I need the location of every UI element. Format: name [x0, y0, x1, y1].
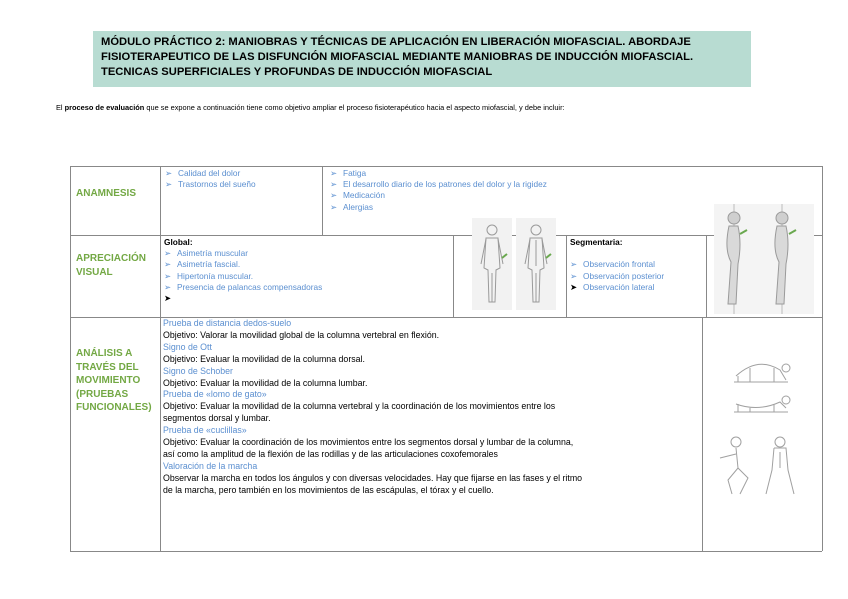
test-name: Prueba de «lomo de gato»: [163, 389, 267, 400]
test-name: Valoración de la marcha: [163, 460, 258, 471]
list-item: ➢ Fatiga: [330, 168, 367, 178]
squat-exercise-figure: [718, 434, 810, 498]
module-title-box: [93, 31, 751, 87]
list-item: ➢ Hipertonía muscular.: [164, 270, 254, 281]
segmentaria-label: Segmentaria:: [570, 237, 623, 247]
intro-rest: que se expone a continuación tiene como objetivo ampliar el proceso fisioterapéutico hacia el aspecto miofascial, y debe incluir:: [144, 103, 565, 112]
list-item: ➢ Observación frontal: [570, 259, 655, 270]
intro-paragraph: [56, 103, 565, 112]
list-item: [164, 293, 322, 304]
body-back-figure: [516, 218, 556, 310]
test-objective: Objetivo: Evaluar la movilidad de la columna vertebral y la coordinación de los movimientos entre los: [163, 401, 556, 412]
test-name: Signo de Schober: [163, 365, 233, 376]
bullet-arrow-icon: ➢: [330, 201, 337, 212]
functional-tests: [163, 318, 683, 497]
visual-divider-a: [453, 235, 454, 317]
list-item: ➢ Observación posterior: [570, 270, 665, 281]
global-label: Global:: [164, 237, 193, 247]
bullet-arrow-icon: ➢: [330, 168, 337, 178]
list-item: ➢ Trastornos del sueño: [165, 179, 256, 190]
intro-bold: proceso de evaluación: [64, 103, 145, 112]
list-item: ➢ Asimetría fascial.: [164, 259, 241, 270]
list-item: ➢ Asimetría muscular: [164, 248, 249, 259]
title-line-2: FISIOTERAPEUTICO DE LAS DISFUNCIÓN MIOFASCIAL MEDIANTE MANIOBRAS DE INDUCCIÓN MIOFASCIAL.: [101, 51, 694, 63]
list-item: ➢ Presencia de palancas compensadoras: [164, 281, 323, 292]
lateral-posture-figures: [714, 204, 814, 314]
bullet-arrow-icon: ➢: [330, 190, 337, 201]
title-line-1: MÓDULO PRÁCTICO 2: MANIOBRAS Y TÉCNICAS DE APLICACIÓN EN LIBERACIÓN MIOFASCIAL. ABORDAJE: [101, 36, 691, 48]
body-front-figure: [472, 218, 512, 310]
row-divider-1: [70, 235, 822, 236]
bullet-arrow-icon: ➤: [164, 293, 171, 304]
bullet-arrow-icon: ➤: [570, 281, 577, 292]
global-list: [164, 237, 322, 304]
test-objective: Objetivo: Evaluar la movilidad de la columna dorsal.: [163, 353, 365, 364]
list-item: ➢ Alergias: [330, 201, 373, 212]
test-name: Prueba de «cuclillas»: [163, 425, 247, 436]
list-item: ➢ Medicación: [330, 190, 385, 201]
heading-column-divider: [160, 166, 161, 551]
table-border-bottom: [70, 551, 822, 552]
list-item: ➤ Observación lateral: [570, 281, 655, 292]
test-objective: así como la amplitud de la flexión de las rodillas y de las articulaciones coxofemorales: [163, 448, 498, 459]
visual-divider-c: [706, 235, 707, 317]
bullet-arrow-icon: ➢: [570, 270, 577, 281]
analysis-image-divider: [702, 317, 703, 551]
visual-divider-b: [566, 235, 567, 317]
anamnesis-list-1: [165, 168, 256, 190]
test-objective: de la marcha, pero también en los movimientos de las escápulas, el tórax y el cuello.: [163, 484, 494, 495]
evaluation-table: [70, 166, 822, 551]
segmentaria-list: [570, 237, 664, 293]
list-item: ➢ El desarrollo diario de los patrones del dolor y la rigidez: [330, 179, 547, 190]
heading-apreciacion-visual: APRECIACIÓN VISUAL: [76, 253, 147, 278]
title-line-3: TECNICAS SUPERFICIALES Y PROFUNDAS DE INDUCCIÓN MIOFASCIAL: [101, 66, 493, 78]
test-objective: Observar la marcha en todos los ángulos y con diversas velocidades. Hay que fijarse en las fases y el ritmo: [163, 472, 583, 483]
anamnesis-list-2: [330, 168, 547, 213]
bullet-arrow-icon: ➢: [164, 281, 171, 292]
anamnesis-column-divider: [322, 166, 323, 235]
bullet-arrow-icon: ➢: [164, 270, 171, 281]
test-objective: segmentos dorsal y lumbar.: [163, 413, 271, 424]
list-item: ➢ Calidad del dolor: [165, 168, 241, 178]
heading-analisis-movimiento: ANÁLISIS A TRAVÉS DEL MOVIMIENTO (PRUEBAS FUNCIONALES): [76, 348, 152, 413]
bullet-arrow-icon: ➢: [164, 259, 171, 270]
bullet-arrow-icon: ➢: [165, 168, 172, 178]
table-border-left: [70, 166, 71, 551]
test-objective: Objetivo: Evaluar la movilidad de la columna lumbar.: [163, 377, 368, 388]
bullet-arrow-icon: ➢: [330, 179, 337, 190]
table-border-right: [822, 166, 823, 551]
intro-prefix: El: [56, 103, 65, 112]
table-border-top: [70, 166, 822, 167]
bullet-arrow-icon: ➢: [164, 248, 171, 259]
bullet-arrow-icon: ➢: [570, 259, 577, 270]
bullet-arrow-icon: ➢: [165, 179, 172, 190]
cat-back-exercise-figure: [728, 346, 798, 416]
test-objective: Objetivo: Valorar la movilidad global de la columna vertebral en flexión.: [163, 329, 440, 340]
test-name: Prueba de distancia dedos-suelo: [163, 318, 292, 328]
heading-anamnesis: ANAMNESIS: [76, 188, 137, 199]
test-name: Signo de Ott: [163, 341, 212, 352]
test-objective: Objetivo: Evaluar la coordinación de los movimientos entre los segmentos dorsal y lumbar de la columna,: [163, 437, 574, 448]
